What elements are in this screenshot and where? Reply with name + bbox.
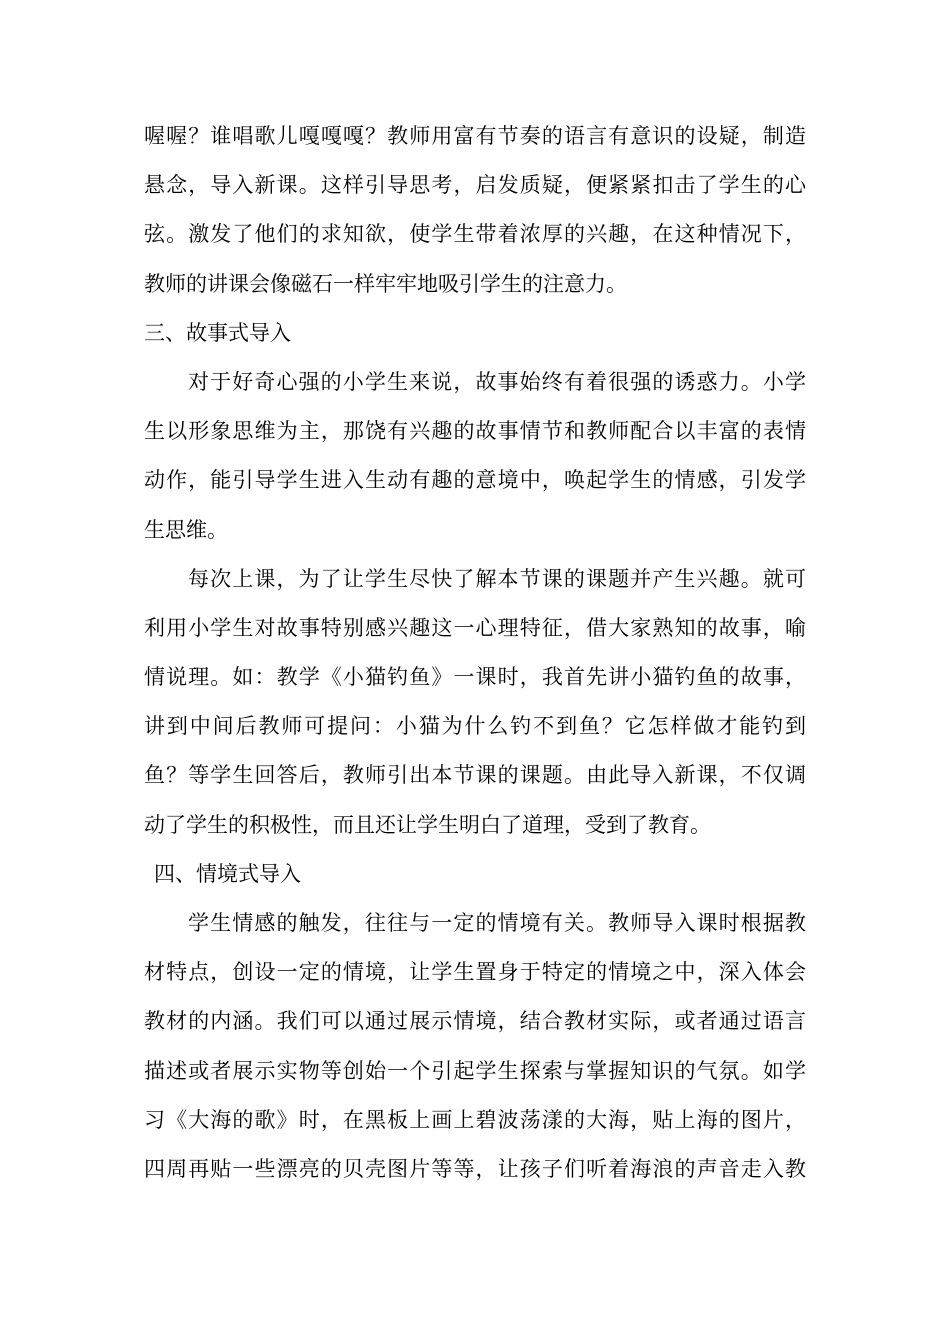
- paragraph-line: 情说理。如：教学《小猫钓鱼》一课时，我首先讲小猫钓鱼的故事，: [144, 665, 806, 690]
- paragraph-line: 生以形象思维为主，那饶有兴趣的故事情节和教师配合以丰富的表情: [144, 419, 806, 444]
- paragraph-line: 动作，能引导学生进入生动有趣的意境中，唤起学生的情感，引发学: [144, 468, 806, 493]
- paragraph-line: 动了学生的积极性，而且还让学生明白了道理，受到了教育。: [144, 812, 711, 837]
- paragraph-line: 悬念，导入新课。这样引导思考，启发质疑，便紧紧扣击了学生的心: [144, 173, 806, 198]
- paragraph-line: 四周再贴一些漂亮的贝壳图片等等，让孩子们听着海浪的声音走入教: [144, 1156, 806, 1181]
- paragraph-line: 生思维。: [144, 517, 228, 542]
- paragraph-line: 弦。激发了他们的求知欲，使学生带着浓厚的兴趣，在这种情况下，: [144, 222, 806, 247]
- paragraph-line: 习《大海的歌》时，在黑板上画上碧波荡漾的大海，贴上海的图片，: [144, 1107, 806, 1132]
- paragraph-line: 教材的内涵。我们可以通过展示情境，结合教材实际，或者通过语言: [144, 1009, 806, 1034]
- paragraph-line: 教师的讲课会像磁石一样牢牢地吸引学生的注意力。: [144, 271, 627, 296]
- paragraph-line: 材特点，创设一定的情境，让学生置身于特定的情境之中，深入体会: [144, 960, 806, 985]
- section-heading: 四、情境式导入: [154, 861, 301, 886]
- paragraph-line: 讲到中间后教师可提问：小猫为什么钓不到鱼？它怎样做才能钓到: [144, 714, 806, 739]
- paragraph-line: 喔喔？谁唱歌儿嘎嘎嘎？教师用富有节奏的语言有意识的设疑，制造: [144, 124, 806, 148]
- paragraph-line: 描述或者展示实物等创始一个引起学生探索与掌握知识的气氛。如学: [144, 1058, 806, 1083]
- paragraph-line: 鱼？等学生回答后，教师引出本节课的课题。由此导入新课，不仅调: [144, 763, 806, 788]
- paragraph-line: 对于好奇心强的小学生来说，故事始终有着很强的诱惑力。小学: [188, 369, 806, 394]
- paragraph-line: 每次上课，为了让学生尽快了解本节课的课题并产生兴趣。就可: [188, 566, 806, 591]
- paragraph-line: 学生情感的触发，往往与一定的情境有关。教师导入课时根据教: [188, 911, 806, 935]
- section-heading: 三、故事式导入: [144, 320, 291, 345]
- document-body: [144, 112, 806, 1194]
- paragraph-line: 利用小学生对故事特别感兴趣这一心理特征，借大家熟知的故事，喻: [144, 615, 806, 640]
